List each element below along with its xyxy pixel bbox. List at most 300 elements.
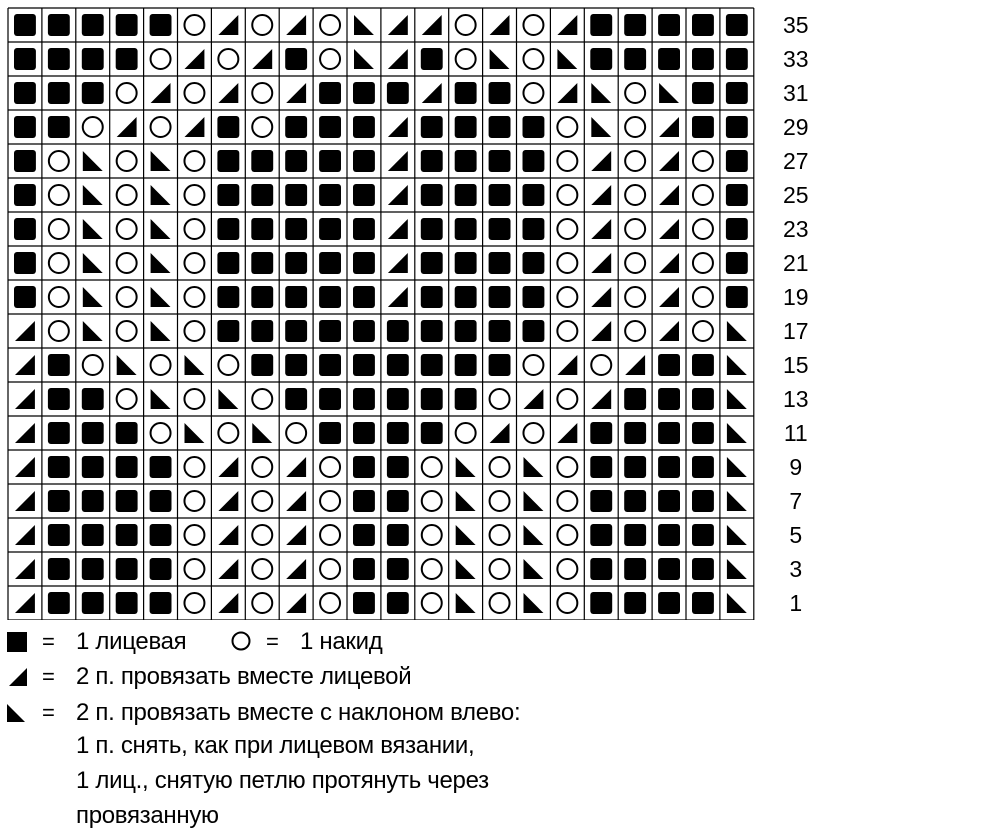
knit-square-icon: [48, 524, 70, 546]
knit-square-icon: [116, 524, 138, 546]
legend-ssk-line-2: 1 п. снять, как при лицевом вязании,: [76, 732, 475, 759]
yarn-over-circle-icon: [184, 559, 204, 579]
knit-square-icon: [590, 14, 612, 36]
knit-square-icon: [251, 150, 273, 172]
yarn-over-circle-icon: [230, 630, 252, 652]
ssk-triangle-icon: [591, 117, 611, 137]
yarn-over-circle-icon: [49, 321, 69, 341]
knit-square-icon: [692, 456, 714, 478]
knit-square-icon: [217, 286, 239, 308]
legend-ssk-line-4: провязанную: [76, 802, 219, 829]
knit-square-icon: [116, 422, 138, 444]
knit-square-icon: [624, 422, 646, 444]
knit-square-icon: [624, 490, 646, 512]
yarn-over-circle-icon: [422, 559, 442, 579]
k2tog-triangle-icon: [557, 423, 577, 443]
k2tog-triangle-icon: [286, 83, 306, 103]
yarn-over-circle-icon: [557, 185, 577, 205]
knit-square-icon: [421, 354, 443, 376]
row-number-label: 23: [783, 216, 809, 242]
knit-square-icon: [421, 320, 443, 342]
knit-square-icon: [319, 82, 341, 104]
knit-square-icon: [217, 116, 239, 138]
yarn-over-circle-icon: [218, 355, 238, 375]
knit-square-icon: [48, 82, 70, 104]
yarn-over-circle-icon: [320, 525, 340, 545]
knit-square-icon: [319, 116, 341, 138]
k2tog-triangle-icon: [15, 321, 35, 341]
knit-square-icon: [692, 592, 714, 614]
yarn-over-circle-icon: [49, 185, 69, 205]
yarn-over-circle-icon: [693, 219, 713, 239]
yarn-over-circle-icon: [49, 287, 69, 307]
k2tog-triangle-icon: [117, 117, 137, 137]
yarn-over-circle-icon: [490, 457, 510, 477]
knit-square-icon: [251, 320, 273, 342]
yarn-over-circle-icon: [557, 457, 577, 477]
knit-square-icon: [353, 388, 375, 410]
knit-square-icon: [692, 422, 714, 444]
knit-square-icon: [421, 116, 443, 138]
knit-square-icon: [692, 490, 714, 512]
knit-square-icon: [319, 150, 341, 172]
knit-square-icon: [692, 48, 714, 70]
yarn-over-circle-icon: [252, 389, 272, 409]
k2tog-triangle-icon: [151, 83, 171, 103]
yarn-over-circle-icon: [117, 83, 137, 103]
ssk-triangle-icon: [218, 389, 238, 409]
ssk-triangle-icon: [727, 593, 747, 613]
knit-square-icon: [353, 286, 375, 308]
ssk-triangle-icon: [456, 491, 476, 511]
knit-square-icon: [590, 48, 612, 70]
ssk-triangle-icon: [727, 423, 747, 443]
knit-square-icon: [319, 218, 341, 240]
knit-square-icon: [624, 456, 646, 478]
knit-square-icon: [489, 354, 511, 376]
yarn-over-circle-icon: [117, 253, 137, 273]
yarn-over-circle-icon: [184, 457, 204, 477]
ssk-triangle-icon: [591, 83, 611, 103]
knit-square-icon: [116, 48, 138, 70]
yarn-over-circle-icon: [117, 389, 137, 409]
yarn-over-circle-icon: [523, 83, 543, 103]
knit-square-icon: [285, 354, 307, 376]
row-number-label: 1: [789, 590, 803, 616]
ssk-triangle-icon: [727, 559, 747, 579]
k2tog-triangle-icon: [185, 49, 205, 69]
k2tog-triangle-icon: [659, 287, 679, 307]
yarn-over-circle-icon: [557, 219, 577, 239]
knit-square-icon: [14, 14, 36, 36]
knit-square-icon: [455, 354, 477, 376]
row-number-label: 13: [783, 386, 809, 412]
knit-square-icon: [82, 14, 104, 36]
row-number-label: 5: [789, 522, 803, 548]
yarn-over-circle-icon: [184, 389, 204, 409]
knit-square-icon: [421, 150, 443, 172]
row-number-label: 7: [789, 488, 803, 514]
knit-square-icon: [48, 116, 70, 138]
ssk-triangle-icon: [456, 593, 476, 613]
row-number-label: 3: [789, 556, 803, 582]
k2tog-triangle-icon: [490, 423, 510, 443]
k2tog-triangle-icon: [6, 666, 28, 688]
knit-square-icon: [48, 388, 70, 410]
knit-square-icon: [285, 320, 307, 342]
knit-square-icon: [82, 524, 104, 546]
knit-square-icon: [489, 252, 511, 274]
k2tog-triangle-icon: [659, 219, 679, 239]
knit-square-icon: [285, 286, 307, 308]
yarn-over-circle-icon: [625, 287, 645, 307]
knit-square-icon: [285, 116, 307, 138]
ssk-triangle-icon: [117, 355, 137, 375]
yarn-over-circle-icon: [693, 151, 713, 171]
ssk-triangle-icon: [727, 525, 747, 545]
knit-square-icon: [489, 82, 511, 104]
k2tog-triangle-icon: [15, 491, 35, 511]
knit-square-icon: [14, 286, 36, 308]
knit-square-icon: [82, 456, 104, 478]
knit-square-icon: [421, 422, 443, 444]
k2tog-triangle-icon: [286, 593, 306, 613]
knit-square-icon: [590, 592, 612, 614]
knit-square-icon: [353, 116, 375, 138]
yarn-over-circle-icon: [252, 525, 272, 545]
yarn-over-circle-icon: [490, 559, 510, 579]
k2tog-triangle-icon: [591, 389, 611, 409]
knit-square-icon: [251, 218, 273, 240]
row-number-label: 29: [783, 114, 809, 140]
k2tog-triangle-icon: [659, 321, 679, 341]
k2tog-triangle-icon: [388, 15, 408, 35]
k2tog-triangle-icon: [591, 151, 611, 171]
yarn-over-circle-icon: [184, 185, 204, 205]
ssk-triangle-icon: [185, 423, 205, 443]
knit-square-icon: [692, 82, 714, 104]
row-number-label: 19: [783, 284, 809, 310]
knit-square-icon: [590, 558, 612, 580]
knit-square-icon: [82, 592, 104, 614]
knit-square-icon: [353, 490, 375, 512]
k2tog-triangle-icon: [557, 355, 577, 375]
knit-square-icon: [82, 388, 104, 410]
ssk-triangle-icon: [151, 321, 171, 341]
yarn-over-circle-icon: [523, 355, 543, 375]
knit-square-icon: [523, 218, 545, 240]
k2tog-triangle-icon: [15, 389, 35, 409]
ssk-triangle-icon: [151, 287, 171, 307]
knit-square-icon: [353, 184, 375, 206]
k2tog-triangle-icon: [15, 593, 35, 613]
yarn-over-circle-icon: [557, 151, 577, 171]
knit-square-icon: [251, 184, 273, 206]
ssk-triangle-icon: [524, 593, 544, 613]
row-number-label: 15: [783, 352, 809, 378]
knit-square-icon: [353, 320, 375, 342]
yarn-over-circle-icon: [523, 423, 543, 443]
ssk-triangle-icon: [727, 457, 747, 477]
legend-equals: =: [42, 664, 55, 689]
yarn-over-circle-icon: [557, 321, 577, 341]
row-number-label: 31: [783, 80, 809, 106]
knit-square-icon: [150, 524, 172, 546]
knit-square-icon: [285, 48, 307, 70]
yarn-over-circle-icon: [557, 491, 577, 511]
knit-square-icon: [489, 150, 511, 172]
ssk-triangle-icon: [83, 151, 103, 171]
row-number-label: 17: [783, 318, 809, 344]
yarn-over-circle-icon: [422, 525, 442, 545]
legend-row-ssk: [0, 697, 1000, 729]
k2tog-triangle-icon: [218, 15, 238, 35]
k2tog-triangle-icon: [591, 287, 611, 307]
yarn-over-circle-icon: [151, 49, 171, 69]
k2tog-triangle-icon: [15, 355, 35, 375]
row-number-label: 25: [783, 182, 809, 208]
k2tog-triangle-icon: [490, 15, 510, 35]
yarn-over-circle-icon: [184, 491, 204, 511]
knit-square-icon: [353, 558, 375, 580]
k2tog-triangle-icon: [218, 593, 238, 613]
knit-square-icon: [658, 592, 680, 614]
knit-square-icon: [455, 184, 477, 206]
yarn-over-circle-icon: [151, 117, 171, 137]
k2tog-triangle-icon: [591, 219, 611, 239]
knit-square-icon: [150, 490, 172, 512]
yarn-over-circle-icon: [252, 117, 272, 137]
k2tog-triangle-icon: [286, 491, 306, 511]
ssk-triangle-icon: [185, 355, 205, 375]
yarn-over-circle-icon: [184, 593, 204, 613]
knit-square-icon: [319, 388, 341, 410]
knit-square-icon: [726, 184, 748, 206]
knit-square-icon: [387, 592, 409, 614]
k2tog-triangle-icon: [15, 423, 35, 443]
ssk-triangle-icon: [557, 49, 577, 69]
knit-square-icon: [489, 320, 511, 342]
k2tog-triangle-icon: [218, 559, 238, 579]
ssk-triangle-icon: [83, 253, 103, 273]
k2tog-triangle-icon: [659, 151, 679, 171]
knit-square-icon: [14, 150, 36, 172]
yarn-over-circle-icon: [591, 355, 611, 375]
yarn-over-circle-icon: [320, 593, 340, 613]
k2tog-triangle-icon: [218, 491, 238, 511]
knit-square-icon: [387, 558, 409, 580]
knit-square-icon: [590, 422, 612, 444]
knit-square-icon: [14, 184, 36, 206]
row-number-label: 11: [783, 420, 808, 446]
yarn-over-circle-icon: [422, 593, 442, 613]
knit-square-icon: [116, 14, 138, 36]
knit-square-icon: [251, 286, 273, 308]
k2tog-triangle-icon: [388, 253, 408, 273]
yarn-over-circle-icon: [320, 559, 340, 579]
yarn-over-circle-icon: [490, 389, 510, 409]
yarn-over-circle-icon: [490, 593, 510, 613]
knit-square-icon: [14, 82, 36, 104]
k2tog-triangle-icon: [557, 83, 577, 103]
yarn-over-circle-icon: [184, 15, 204, 35]
knit-square-icon: [251, 354, 273, 376]
knit-square-icon: [150, 558, 172, 580]
knit-square-icon: [251, 252, 273, 274]
knit-square-icon: [658, 14, 680, 36]
knit-square-icon: [455, 116, 477, 138]
knit-square-icon: [285, 388, 307, 410]
knit-square-icon: [387, 82, 409, 104]
knit-square-icon: [285, 218, 307, 240]
row-number-label: 27: [783, 148, 809, 174]
knit-square-icon: [590, 456, 612, 478]
k2tog-triangle-icon: [591, 253, 611, 273]
k2tog-triangle-icon: [659, 253, 679, 273]
row-number-label: 35: [783, 12, 809, 38]
yarn-over-circle-icon: [693, 287, 713, 307]
knit-square-icon: [455, 388, 477, 410]
knit-square-icon: [217, 184, 239, 206]
yarn-over-circle-icon: [320, 457, 340, 477]
yarn-over-circle-icon: [184, 321, 204, 341]
yarn-over-circle-icon: [625, 117, 645, 137]
k2tog-triangle-icon: [591, 321, 611, 341]
ssk-triangle-icon: [252, 423, 272, 443]
legend-row-k2tog: [0, 661, 1000, 693]
k2tog-triangle-icon: [218, 457, 238, 477]
k2tog-triangle-icon: [659, 117, 679, 137]
ssk-triangle-icon: [524, 457, 544, 477]
knit-square-icon: [387, 490, 409, 512]
ssk-triangle-icon: [83, 219, 103, 239]
knit-square-icon: [319, 184, 341, 206]
knit-square-icon: [658, 388, 680, 410]
knit-square-icon: [116, 490, 138, 512]
yarn-over-circle-icon: [557, 117, 577, 137]
yarn-over-circle-icon: [490, 491, 510, 511]
legend-ssk-label: 2 п. провязать вместе с наклоном влево:: [76, 699, 521, 726]
knit-square-icon: [523, 252, 545, 274]
knit-square-icon: [217, 150, 239, 172]
yarn-over-circle-icon: [117, 151, 137, 171]
knit-square-icon: [217, 218, 239, 240]
yarn-over-circle-icon: [422, 491, 442, 511]
knit-square-icon: [726, 14, 748, 36]
legend-yo-label: 1 накид: [300, 628, 383, 655]
knit-square-icon: [726, 82, 748, 104]
knit-square-icon: [319, 286, 341, 308]
yarn-over-circle-icon: [117, 287, 137, 307]
knit-square-icon: [692, 388, 714, 410]
knit-square-icon: [455, 320, 477, 342]
yarn-over-circle-icon: [252, 83, 272, 103]
yarn-over-circle-icon: [117, 185, 137, 205]
knit-square-icon: [726, 252, 748, 274]
yarn-over-circle-icon: [557, 389, 577, 409]
knit-square-icon: [624, 558, 646, 580]
yarn-over-circle-icon: [184, 525, 204, 545]
knit-square-icon: [455, 150, 477, 172]
knit-square-icon: [692, 116, 714, 138]
ssk-triangle-icon: [354, 49, 374, 69]
knit-square-icon: [353, 218, 375, 240]
knit-square-icon: [489, 184, 511, 206]
yarn-over-circle-icon: [557, 593, 577, 613]
k2tog-triangle-icon: [388, 117, 408, 137]
ssk-triangle-icon: [456, 559, 476, 579]
knit-square-icon: [353, 592, 375, 614]
knit-square-icon: [48, 558, 70, 580]
knit-square-icon: [353, 422, 375, 444]
knit-square-icon: [421, 184, 443, 206]
ssk-triangle-icon: [456, 525, 476, 545]
knit-square-icon: [523, 116, 545, 138]
yarn-over-circle-icon: [557, 525, 577, 545]
knit-square-icon: [150, 456, 172, 478]
knit-square-icon: [692, 354, 714, 376]
yarn-over-circle-icon: [320, 49, 340, 69]
k2tog-triangle-icon: [388, 151, 408, 171]
knit-square-icon: [48, 456, 70, 478]
knit-square-icon: [421, 48, 443, 70]
knit-square-icon: [489, 218, 511, 240]
knit-square-icon: [523, 150, 545, 172]
ssk-triangle-icon: [83, 321, 103, 341]
legend-equals: =: [42, 629, 55, 654]
k2tog-triangle-icon: [15, 559, 35, 579]
knit-square-icon: [387, 320, 409, 342]
knit-square-icon: [387, 388, 409, 410]
knit-square-icon: [319, 320, 341, 342]
yarn-over-circle-icon: [151, 355, 171, 375]
knit-square-icon: [353, 82, 375, 104]
knit-square-icon: [387, 354, 409, 376]
k2tog-triangle-icon: [286, 559, 306, 579]
knit-square-icon: [353, 354, 375, 376]
knit-square-icon: [319, 354, 341, 376]
row-number-label: 21: [783, 250, 809, 276]
yarn-over-circle-icon: [49, 151, 69, 171]
knit-square-icon: [387, 456, 409, 478]
knit-square-icon: [421, 252, 443, 274]
knit-square-icon: [217, 252, 239, 274]
knit-square-icon: [82, 490, 104, 512]
k2tog-triangle-icon: [286, 525, 306, 545]
legend-knit-label: 1 лицевая: [76, 628, 187, 655]
yarn-over-circle-icon: [625, 321, 645, 341]
ssk-triangle-icon: [727, 355, 747, 375]
knit-square-icon: [624, 388, 646, 410]
knit-square-icon: [14, 48, 36, 70]
yarn-over-circle-icon: [252, 559, 272, 579]
knit-square-icon: [319, 252, 341, 274]
yarn-over-circle-icon: [252, 593, 272, 613]
ssk-triangle-icon: [83, 287, 103, 307]
knit-square-icon: [217, 320, 239, 342]
knit-square-icon: [353, 456, 375, 478]
k2tog-triangle-icon: [388, 287, 408, 307]
yarn-over-circle-icon: [557, 253, 577, 273]
knit-square-icon: [658, 422, 680, 444]
knit-square-icon: [421, 286, 443, 308]
yarn-over-circle-icon: [320, 491, 340, 511]
knit-square-icon: [624, 524, 646, 546]
ssk-triangle-icon: [6, 702, 28, 724]
knit-square-icon: [455, 82, 477, 104]
yarn-over-circle-icon: [49, 253, 69, 273]
ssk-triangle-icon: [524, 525, 544, 545]
